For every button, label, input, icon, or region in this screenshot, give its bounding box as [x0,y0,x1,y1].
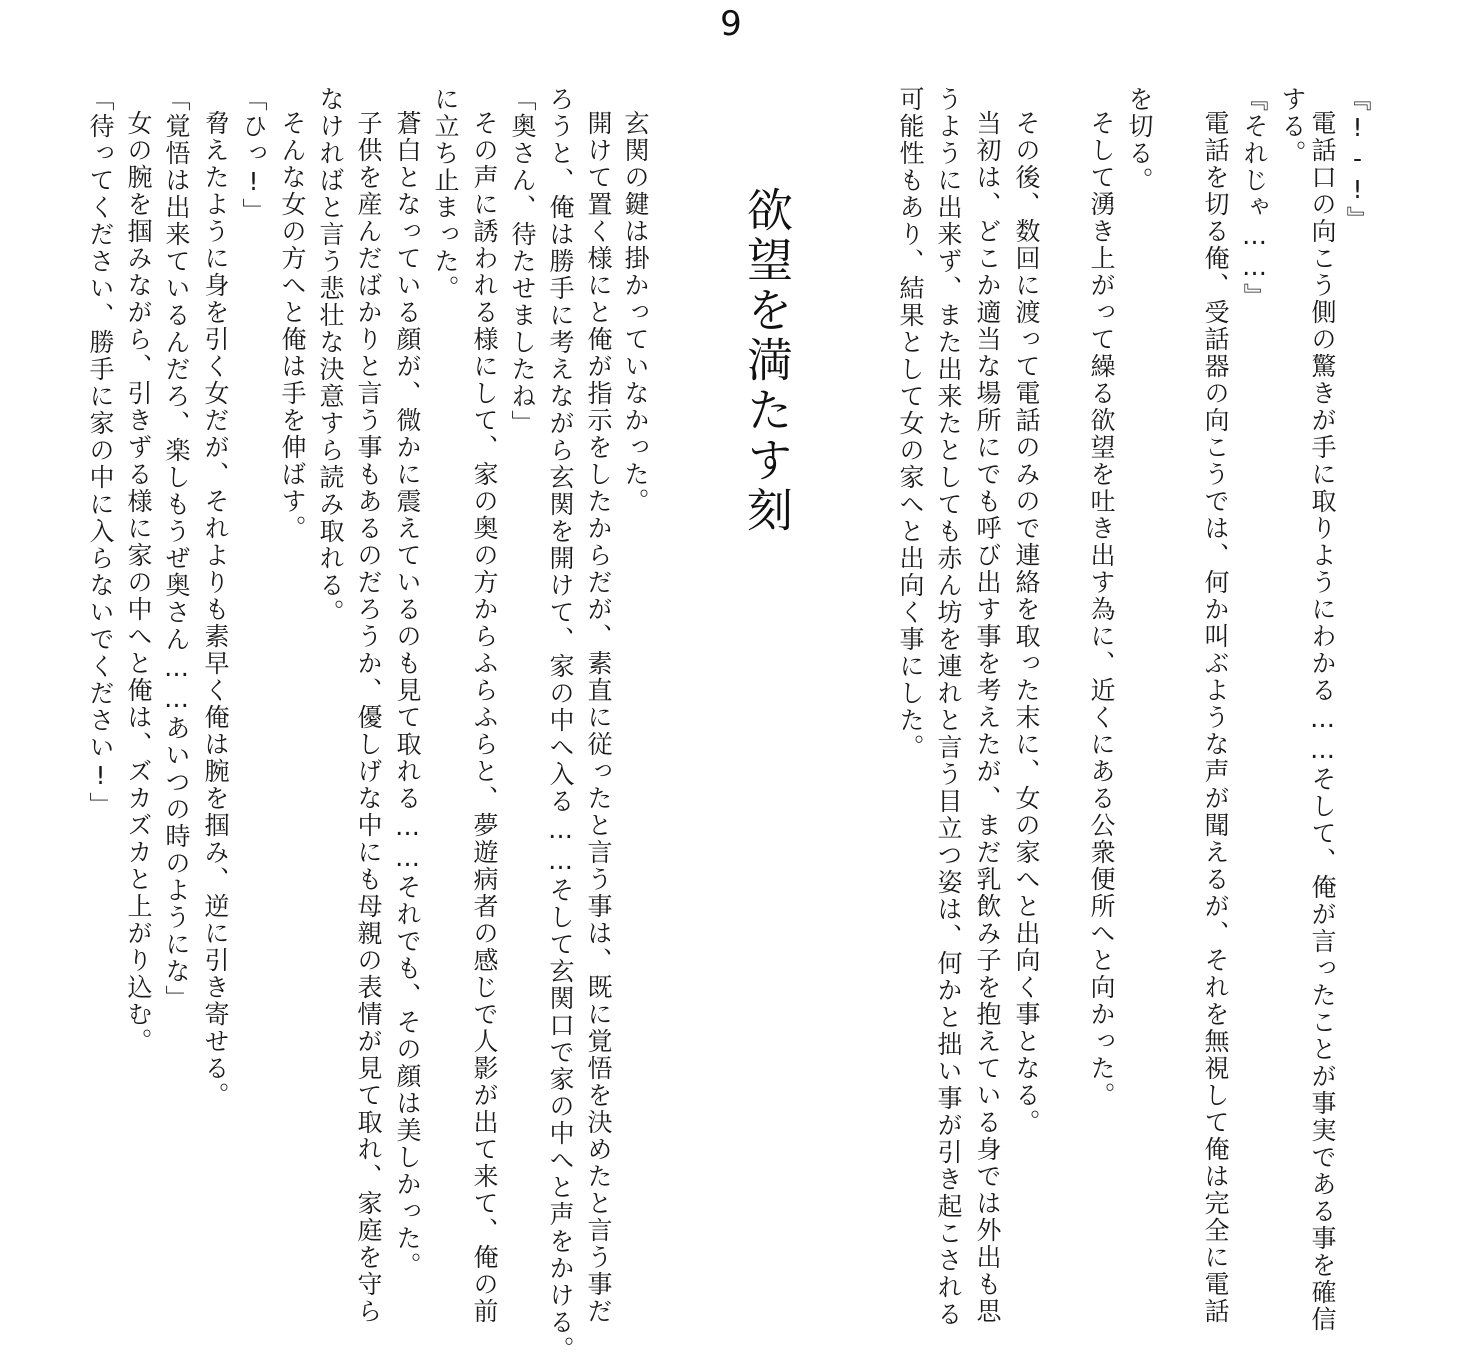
text-column: 玄関の鍵は掛かっていなかった。 [621,110,650,515]
text-column: 蒼白となっている顔が、微かに震えているのも見て取れる……それでも、その顔は美しかった。 [393,110,422,1279]
text-column: 子供を産んだばかりと言う事もあるのだろうか、優しげな中にも母親の表情が見て取れ、家庭を守ら [354,110,383,1325]
text-column: 女の腕を掴みながら、引きずる様に家の中へと俺は、ズカズカと上がり込む。 [124,110,153,1055]
text-column: 「覚悟は出来ているんだろ、楽しもうぜ奥さん……あいつの時のようにな」 [162,86,191,1012]
text-column: する。 [1278,86,1307,167]
text-column: を切る。 [1125,86,1154,194]
text-column: 開けて置く様にと俺が指示をしたからだが、素直に従ったと言う事は、既に覚悟を決めたと言う事だ [584,110,613,1325]
text-column: そんな女の方へと俺は手を伸ばす。 [278,110,307,542]
text-column: 脅えたように身を引く女だが、それよりも素早く俺は腕を掴み、逆に引き寄せる。 [201,110,230,1109]
text-column: 可能性もあり、結果として女の家へと出向く事にした。 [896,86,925,761]
text-column: なければと言う悲壮な決意すら読み取れる。 [316,86,345,626]
chapter-title: 欲望を満たす刻 [740,186,794,536]
text-column: その後、数回に渡って電話のみので連絡を取った末に、女の家へと出向く事となる。 [1012,110,1041,1136]
text-column: 電話口の向こう側の驚きが手に取りようにわかる……そして、俺が言ったことが事実である事を確信 [1308,110,1337,1333]
text-column: 「ひっ!」 [239,86,268,225]
page-number: 9 [720,4,742,44]
text-column: 「奥さん、待たせましたね」 [508,86,537,437]
text-column: 『それじゃ……』 [1240,86,1269,310]
text-column: 電話を切る俺、受話器の向こうでは、何か叫ぶような声が聞えるが、それを無視して俺は完全に電話 [1201,110,1230,1325]
text-column: 『!-!』 [1343,86,1372,233]
text-column: に立ち止まった。 [431,86,460,302]
text-column: その声に誘われる様にして、家の奥の方からふらふらと、夢遊病者の感じで人影が出て来て、俺の前 [470,110,499,1325]
text-column: そして湧き上がって繰る欲望を吐き出す為に、近くにある公衆便所へと向かった。 [1087,110,1116,1109]
text-column: うように出来ず、また出来たとしても赤ん坊を連れと言う目立つ姿は、何かと拙い事が引き起こされる [934,86,963,1328]
text-column: ろうと、俺は勝手に考えながら玄関を開けて、家の中へ入る……そして玄関口で家の中へと声をかける。 [546,86,575,1363]
text-column: 「待ってください、勝手に家の中に入らないでください!」 [86,86,115,819]
text-column: 当初は、どこか適当な場所にでも呼び出す事を考えたが、まだ乳飲み子を抱えている身では外出も思 [973,110,1002,1325]
